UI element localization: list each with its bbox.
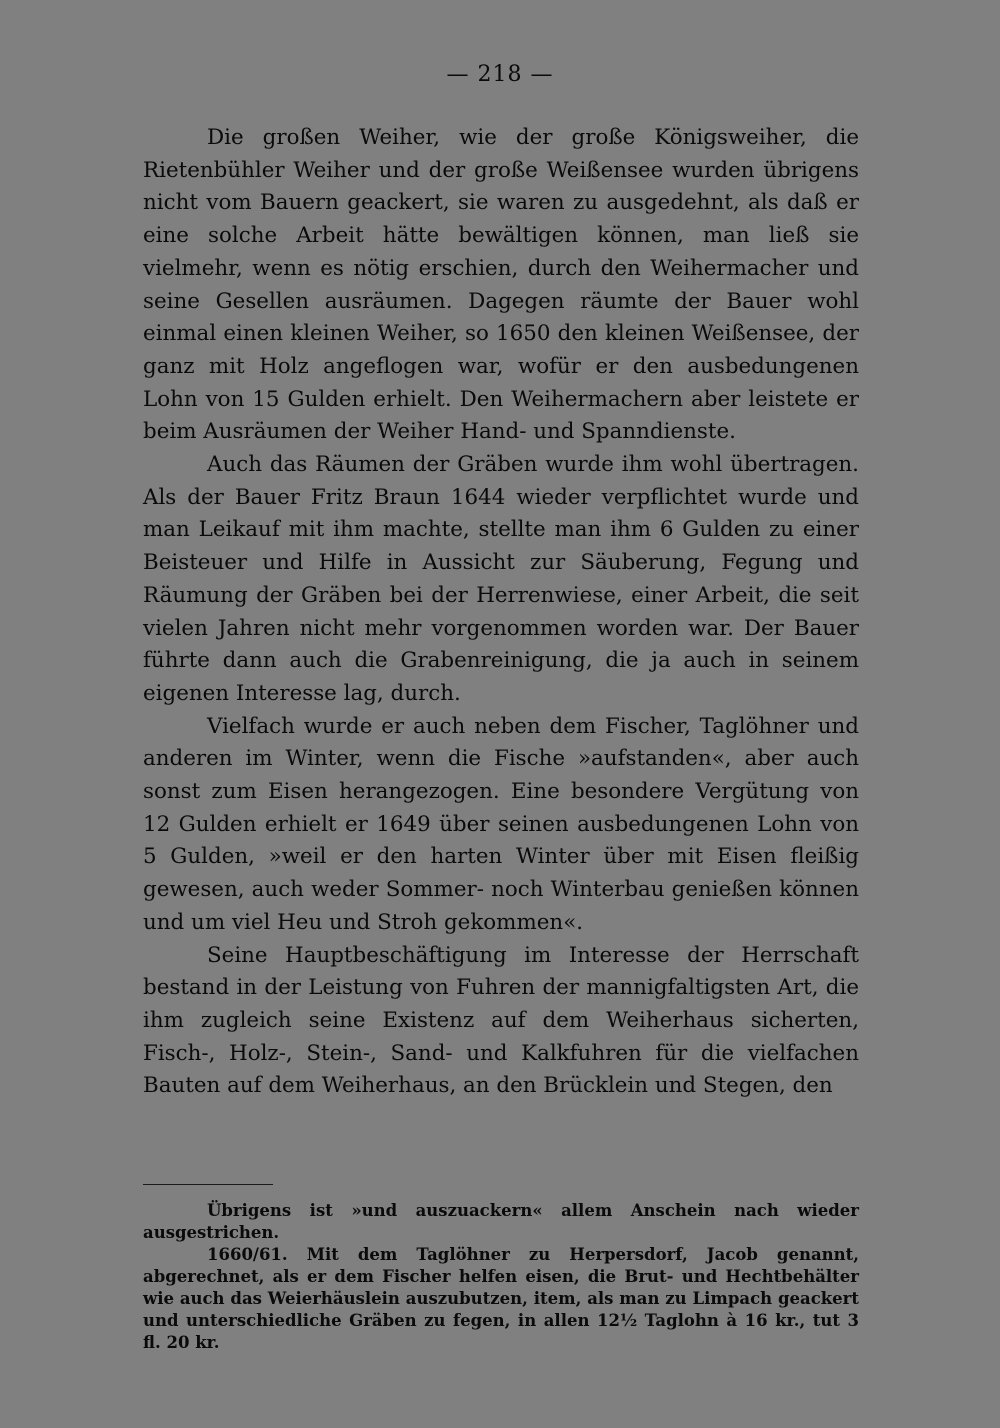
footnote-1660: 1660/61. Mit dem Taglöhner zu Herpersdorf, Jacob genannt, abgerechnet, als er dem Fischer helfen eisen, die Brut- und Hechtbehälter wie auch das Weierhäuslein auszubutzen, item, als man zu Limpach geackert und unterschiedliche Gräben zu fegen, in allen 12½ Taglohn à 16 kr., tut 3 fl. 20 kr.: [143, 1245, 859, 1352]
paragraph-graeben-raeumen: Auch das Räumen der Gräben wurde ihm wohl übertragen. Als der Bauer Fritz Braun 1644 wieder verpflichtet wurde und man Leikauf mit ihm machte, stellte man ihm 6 Gulden zu einer Beisteuer und Hilfe in Aussicht zur Säuberung, Fegung und Räumung der Gräben bei der Herrenwiese, einer Arbeit, die seit vielen Jahren nicht mehr vorgenommen worden war. Der Bauer führte dann auch die Grabenreinigung, die ja auch in seinem eigenen Interesse lag, durch.: [143, 452, 859, 706]
footnotes: [143, 1200, 859, 1354]
paragraph-fuhren: Seine Hauptbeschäftigung im Interesse der Herrschaft bestand in der Leistung von Fuhren der mannigfaltigsten Art, die ihm zugleich seine Existenz auf dem Weiherhaus sicherten, Fisch-, Holz-, Stein-, Sand- und Kalkfuhren für die vielfachen Bauten auf dem Weiherhaus, an den Brücklein und Stegen, den: [143, 942, 859, 1099]
page-number: — 218 —: [446, 62, 554, 87]
paragraph-eisen: Vielfach wurde er auch neben dem Fischer, Taglöhner und anderen im Winter, wenn die Fische »aufstanden«, aber auch sonst zum Eisen herangezogen. Eine besondere Vergütung von 12 Gulden erhielt er 1649 über seinen ausbedungenen Lohn von 5 Gulden, »weil er den harten Winter über mit Eisen fleißig gewesen, auch weder Sommer- noch Winterbau genießen können und um viel Heu und Stroh gekommen«.: [143, 713, 859, 935]
footnote-divider: [143, 1184, 273, 1185]
paragraph-weiher-ausraeumen: Die großen Weiher, wie der große Königsweiher, die Rietenbühler Weiher und der große Weißensee wurden übrigens nicht vom Bauern geackert, sie waren zu ausgedehnt, als daß er eine solche Arbeit hätte bewältigen können, man ließ sie vielmehr, wenn es nötig erschien, durch den Weihermacher und seine Gesellen ausräumen. Dagegen räumte der Bauer wohl einmal einen kleinen Weiher, so 1650 den kleinen Weißensee, der ganz mit Holz angeflogen war, wofür er den ausbedungenen Lohn von 15 Gulden erhielt. Den Weihermachern aber leistete er beim Ausräumen der Weiher Hand- und Spanndienste.: [143, 125, 859, 445]
main-text: [143, 122, 859, 1103]
footnote-uebrigens: Übrigens ist »und auszuackern« allem Anschein nach wieder ausgestrichen.: [143, 1201, 859, 1242]
